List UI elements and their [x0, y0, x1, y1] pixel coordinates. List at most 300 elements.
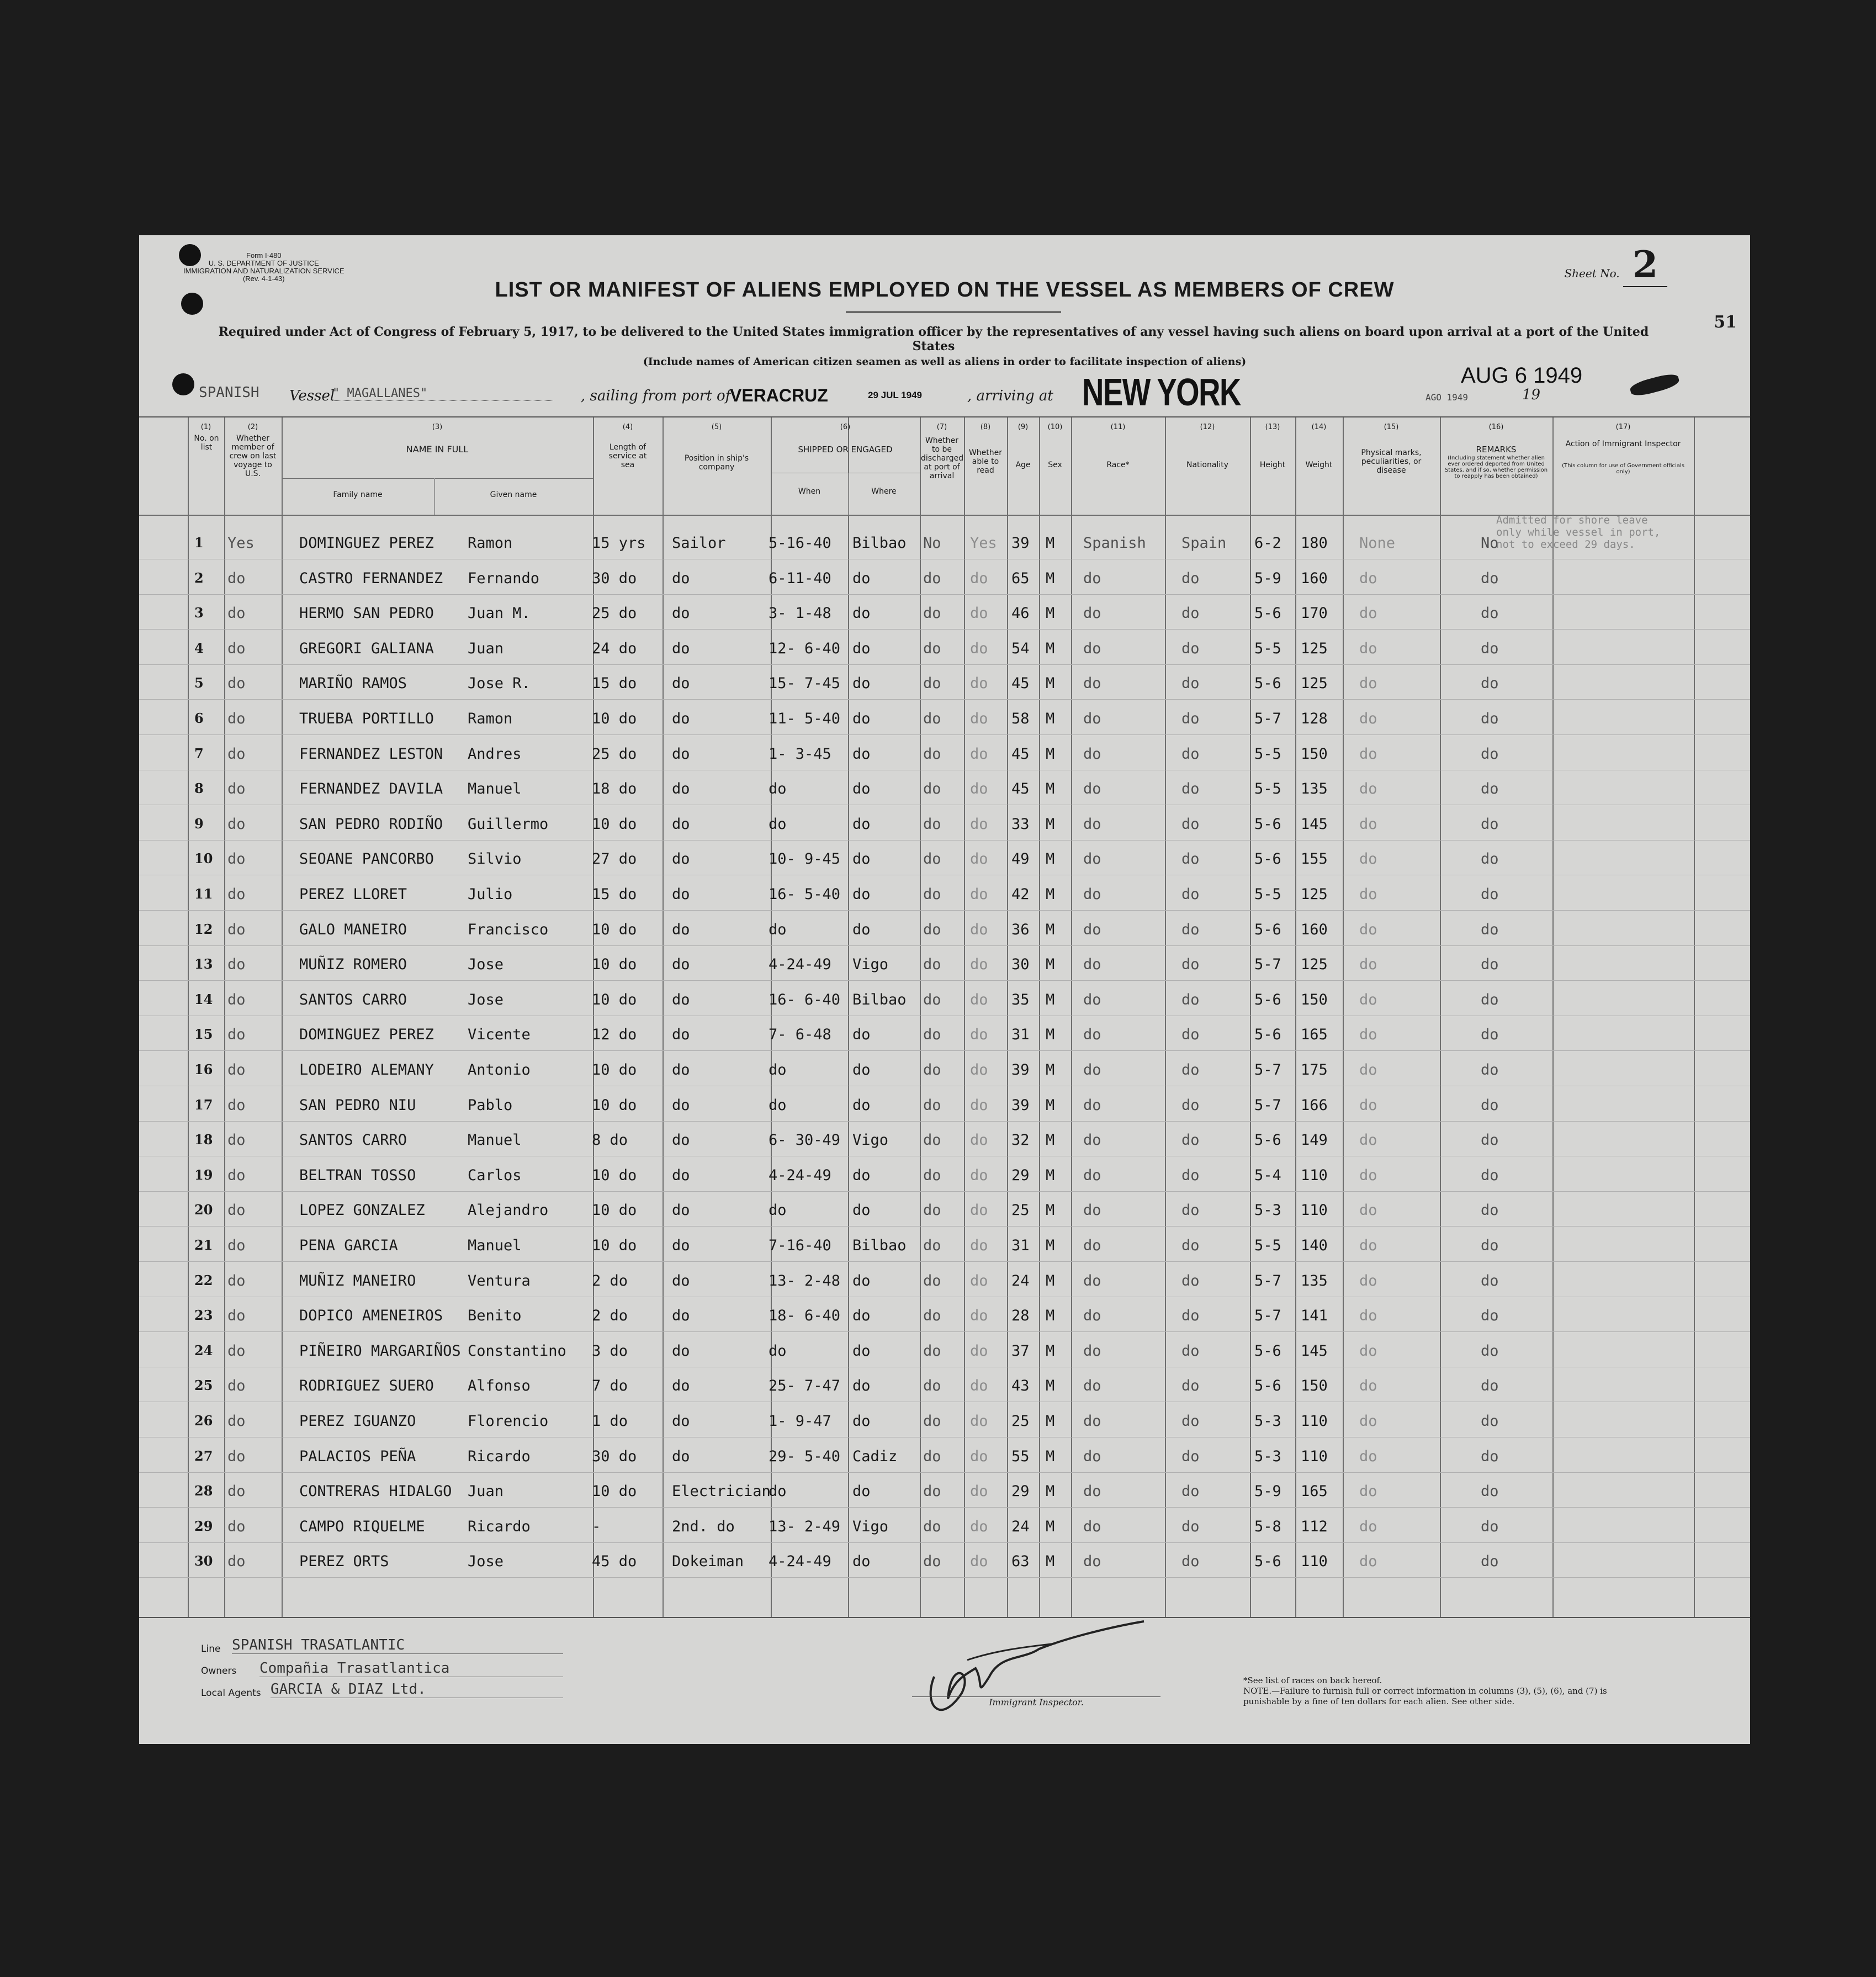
- cell-prev: do: [227, 1132, 246, 1149]
- cell-where: Vigo: [852, 1132, 889, 1149]
- required-statement: Required under Act of Congress of February 5, 1917, to be delivered to the United States immigration officer by the representatives of any vessel having such aliens on board upon arrival at a port of the United States: [218, 325, 1649, 353]
- header-name-in-full: NAME IN FULL: [406, 444, 469, 454]
- cell-position: do: [672, 1166, 690, 1184]
- cell-remarks: do: [1481, 1061, 1499, 1079]
- cell-given: Juan M.: [468, 605, 531, 622]
- cell-weight: 160: [1301, 569, 1328, 587]
- header-when: When: [798, 487, 821, 496]
- cell-disch: do: [923, 1342, 941, 1360]
- cell-nat: do: [1181, 605, 1200, 622]
- cell-nat: do: [1181, 1237, 1200, 1254]
- cell-service: 27 do: [592, 850, 637, 868]
- cell-height: 5-6: [1254, 1026, 1281, 1044]
- row-rule: [139, 699, 1750, 700]
- row-rule: [139, 1261, 1750, 1262]
- cell-no: 21: [194, 1237, 213, 1253]
- cell-remarks: do: [1481, 815, 1499, 833]
- cell-when: 7- 6-48: [769, 1026, 831, 1044]
- cell-weight: 135: [1301, 1272, 1328, 1289]
- cell-when: do: [769, 1061, 787, 1079]
- cell-where: do: [852, 780, 871, 798]
- row-rule: [139, 629, 1750, 630]
- cell-height: 5-6: [1254, 1132, 1281, 1149]
- cell-position: Electrician: [672, 1483, 771, 1500]
- table-row: [139, 808, 1750, 842]
- cell-family: LODEIRO ALEMANY: [299, 1061, 434, 1079]
- cell-read: do: [970, 569, 988, 587]
- cell-sex: M: [1046, 991, 1055, 1008]
- cell-position: do: [672, 639, 690, 657]
- cell-read: do: [970, 745, 988, 763]
- cell-race: do: [1083, 1026, 1101, 1044]
- cell-family: SAN PEDRO RODIÑO: [299, 815, 443, 833]
- cell-weight: 141: [1301, 1307, 1328, 1325]
- header-weight: Weight: [1305, 461, 1333, 469]
- cell-prev: do: [227, 569, 246, 587]
- department: U. S. DEPARTMENT OF JUSTICE: [208, 259, 319, 267]
- table-row: [139, 984, 1750, 1018]
- header-remarks: REMARKS: [1476, 445, 1517, 454]
- cell-family: TRUEBA PORTILLO: [299, 710, 434, 727]
- table-row: [139, 1194, 1750, 1228]
- cell-prev: do: [227, 1026, 246, 1044]
- cell-weight: 110: [1301, 1166, 1328, 1184]
- cell-weight: 150: [1301, 745, 1328, 763]
- cell-sex: M: [1046, 1447, 1055, 1465]
- cell-position: do: [672, 991, 690, 1008]
- cell-race: do: [1083, 605, 1101, 622]
- cell-family: GALO MANEIRO: [299, 921, 407, 938]
- cell-given: Silvio: [468, 850, 522, 868]
- cell-given: Constantino: [468, 1342, 566, 1360]
- cell-no: 10: [194, 850, 213, 867]
- cell-race: do: [1083, 1413, 1101, 1430]
- cell-disch: do: [923, 780, 941, 798]
- cell-no: 11: [194, 886, 213, 902]
- row-rule: [139, 1191, 1750, 1192]
- cell-nat: do: [1181, 1202, 1200, 1219]
- cell-age: 25: [1011, 1202, 1030, 1219]
- cell-service: 3 do: [592, 1342, 628, 1360]
- cell-read: do: [970, 639, 988, 657]
- row-rule: [139, 1577, 1750, 1578]
- cell-position: do: [672, 1026, 690, 1044]
- cell-sex: M: [1046, 1061, 1055, 1079]
- cell-family: CAMPO RIQUELME: [299, 1518, 425, 1535]
- cell-when: 6-11-40: [769, 569, 831, 587]
- cell-no: 16: [194, 1061, 213, 1077]
- cell-remarks: do: [1481, 1272, 1499, 1289]
- cell-sex: M: [1046, 535, 1055, 552]
- cell-given: Francisco: [468, 921, 549, 938]
- cell-read: do: [970, 886, 988, 903]
- form-number: Form I-480: [246, 251, 282, 260]
- cell-prev: do: [227, 710, 246, 727]
- cell-height: 5-5: [1254, 1237, 1281, 1254]
- cell-weight: 110: [1301, 1202, 1328, 1219]
- cell-marks: do: [1359, 921, 1377, 938]
- header-no-on-list: No. on list: [194, 434, 219, 452]
- col-num-6: (6): [840, 423, 851, 431]
- header-where: Where: [871, 487, 897, 496]
- cell-weight: 145: [1301, 815, 1328, 833]
- cell-age: 46: [1011, 605, 1030, 622]
- cell-prev: do: [227, 1553, 246, 1571]
- table-row: [139, 738, 1750, 772]
- cell-no: 22: [194, 1272, 213, 1288]
- header-age: Age: [1015, 461, 1031, 469]
- cell-marks: do: [1359, 1553, 1377, 1571]
- cell-nat: do: [1181, 1061, 1200, 1079]
- cell-weight: 166: [1301, 1096, 1328, 1114]
- cell-service: 10 do: [592, 1096, 637, 1114]
- table-row: [139, 1299, 1750, 1334]
- cell-sex: M: [1046, 815, 1055, 833]
- cell-age: 55: [1011, 1447, 1030, 1465]
- cell-race: do: [1083, 1377, 1101, 1395]
- cell-height: 5-9: [1254, 1483, 1281, 1500]
- cell-read: do: [970, 1166, 988, 1184]
- cell-race: do: [1083, 1447, 1101, 1465]
- cell-disch: do: [923, 956, 941, 974]
- cell-when: do: [769, 921, 787, 938]
- cell-prev: do: [227, 605, 246, 622]
- cell-prev: do: [227, 1413, 246, 1430]
- col-num-5: (5): [711, 423, 722, 431]
- cell-service: 25 do: [592, 745, 637, 763]
- cell-race: do: [1083, 1132, 1101, 1149]
- cell-given: Jose: [468, 956, 504, 974]
- cell-no: 6: [194, 710, 204, 726]
- cell-family: DOPICO AMENEIROS: [299, 1307, 443, 1325]
- cell-disch: do: [923, 1061, 941, 1079]
- cell-race: do: [1083, 1483, 1101, 1500]
- cell-prev: do: [227, 1518, 246, 1535]
- cell-prev: do: [227, 1342, 246, 1360]
- cell-age: 49: [1011, 850, 1030, 868]
- cell-race: do: [1083, 1272, 1101, 1289]
- cell-given: Vicente: [468, 1026, 531, 1044]
- cell-marks: do: [1359, 1377, 1377, 1395]
- cell-remarks: do: [1481, 850, 1499, 868]
- cell-service: 30 do: [592, 1447, 637, 1465]
- cell-position: do: [672, 1413, 690, 1430]
- row-rule: [139, 910, 1750, 911]
- cell-race: do: [1083, 1342, 1101, 1360]
- inspector-label: Immigrant Inspector.: [912, 1696, 1160, 1708]
- cell-service: 10 do: [592, 1202, 637, 1219]
- table-row: [139, 1054, 1750, 1088]
- cell-race: do: [1083, 639, 1101, 657]
- row-rule: [139, 664, 1750, 665]
- cell-read: do: [970, 1518, 988, 1535]
- vessel-name: " MAGALLANES": [332, 387, 553, 401]
- cell-read: do: [970, 1447, 988, 1465]
- cell-when: do: [769, 1483, 787, 1500]
- row-rule: [139, 1050, 1750, 1051]
- cell-race: do: [1083, 921, 1101, 938]
- cell-where: do: [852, 569, 871, 587]
- cell-remarks: do: [1481, 921, 1499, 938]
- cell-marks: do: [1359, 991, 1377, 1008]
- cell-no: 17: [194, 1096, 213, 1113]
- cell-read: do: [970, 675, 988, 693]
- table-row: [139, 1475, 1750, 1509]
- cell-where: do: [852, 815, 871, 833]
- cell-height: 5-7: [1254, 1307, 1281, 1325]
- cell-nat: do: [1181, 886, 1200, 903]
- cell-remarks: do: [1481, 956, 1499, 974]
- sailing-date: 29 JUL 1949: [868, 390, 922, 400]
- cell-marks: do: [1359, 850, 1377, 868]
- cell-given: Carlos: [468, 1166, 522, 1184]
- cell-prev: do: [227, 850, 246, 868]
- table-row: [139, 562, 1750, 596]
- cell-given: Jose R.: [468, 675, 531, 693]
- col-num-11: (11): [1110, 423, 1126, 431]
- cell-height: 5-6: [1254, 850, 1281, 868]
- cell-height: 5-5: [1254, 886, 1281, 903]
- cell-no: 14: [194, 991, 213, 1007]
- cell-nat: do: [1181, 991, 1200, 1008]
- cell-where: do: [852, 1061, 871, 1079]
- cell-marks: do: [1359, 1026, 1377, 1044]
- cell-given: Juan: [468, 1483, 504, 1500]
- cell-disch: do: [923, 1307, 941, 1325]
- cell-family: MARIÑO RAMOS: [299, 675, 407, 693]
- cell-sex: M: [1046, 1518, 1055, 1535]
- cell-position: do: [672, 921, 690, 938]
- cell-height: 5-6: [1254, 605, 1281, 622]
- cell-age: 54: [1011, 639, 1030, 657]
- cell-where: Vigo: [852, 1518, 889, 1535]
- cell-family: PALACIOS PEÑA: [299, 1447, 416, 1465]
- cell-when: 13- 2-49: [769, 1518, 841, 1535]
- cell-service: 12 do: [592, 1026, 637, 1044]
- cell-when: 18- 6-40: [769, 1307, 841, 1325]
- cell-sex: M: [1046, 1377, 1055, 1395]
- cell-read: do: [970, 710, 988, 727]
- cell-service: 30 do: [592, 569, 637, 587]
- header-crew-last-voyage: Whether member of crew on last voyage to U.S.: [229, 434, 277, 478]
- cell-race: do: [1083, 886, 1101, 903]
- cell-marks: do: [1359, 956, 1377, 974]
- cell-family: SEOANE PANCORBO: [299, 850, 434, 868]
- cell-when: 1- 9-47: [769, 1413, 831, 1430]
- cell-service: 2 do: [592, 1307, 628, 1325]
- table-row: [139, 702, 1750, 737]
- cell-weight: 112: [1301, 1518, 1328, 1535]
- cell-nat: do: [1181, 1342, 1200, 1360]
- cell-remarks: do: [1481, 1237, 1499, 1254]
- cell-given: Antonio: [468, 1061, 531, 1079]
- cell-sex: M: [1046, 675, 1055, 693]
- cell-disch: do: [923, 605, 941, 622]
- cell-given: Guillermo: [468, 815, 549, 833]
- cell-weight: 175: [1301, 1061, 1328, 1079]
- cell-age: 29: [1011, 1166, 1030, 1184]
- cell-race: do: [1083, 1202, 1101, 1219]
- cell-where: do: [852, 675, 871, 693]
- cell-age: 31: [1011, 1237, 1030, 1254]
- cell-race: do: [1083, 1061, 1101, 1079]
- cell-service: 18 do: [592, 780, 637, 798]
- cell-race: do: [1083, 956, 1101, 974]
- cell-age: 58: [1011, 710, 1030, 727]
- cell-position: do: [672, 1132, 690, 1149]
- cell-service: 10 do: [592, 991, 637, 1008]
- cell-position: do: [672, 780, 690, 798]
- cell-when: 16- 6-40: [769, 991, 841, 1008]
- cell-height: 5-6: [1254, 1377, 1281, 1395]
- cell-where: do: [852, 1307, 871, 1325]
- cell-marks: do: [1359, 710, 1377, 727]
- cell-age: 35: [1011, 991, 1030, 1008]
- cell-race: Spanish: [1083, 535, 1146, 552]
- cell-family: HERMO SAN PEDRO: [299, 605, 434, 622]
- cell-age: 28: [1011, 1307, 1030, 1325]
- cell-weight: 140: [1301, 1237, 1328, 1254]
- cell-marks: do: [1359, 1307, 1377, 1325]
- cell-where: do: [852, 1342, 871, 1360]
- cell-position: do: [672, 956, 690, 974]
- header-remarks-note: (Including statement whether alien ever ordered deported from United States, and if so, whether permission to reapply has been obtained): [1444, 455, 1548, 479]
- cell-position: do: [672, 675, 690, 693]
- cell-where: do: [852, 921, 871, 938]
- cell-given: Ramon: [468, 710, 513, 727]
- cell-nat: do: [1181, 1132, 1200, 1149]
- cell-service: 15 yrs: [592, 535, 646, 552]
- cell-nat: do: [1181, 921, 1200, 938]
- cell-marks: do: [1359, 1132, 1377, 1149]
- cell-position: do: [672, 1377, 690, 1395]
- cell-where: do: [852, 745, 871, 763]
- cell-no: 26: [194, 1413, 213, 1429]
- cell-disch: do: [923, 991, 941, 1008]
- cell-family: PENA GARCIA: [299, 1237, 398, 1254]
- crew-table: [139, 416, 1750, 1618]
- fine-note: NOTE.—Failure to furnish full or correct information in columns (3), (5), (6), and (7) is punishable by a fine of ten dollars for each alien. See other side.: [1243, 1686, 1607, 1706]
- race-note: *See list of races on back hereof.: [1243, 1675, 1382, 1685]
- cell-no: 18: [194, 1132, 213, 1148]
- cell-remarks: do: [1481, 886, 1499, 903]
- cell-given: Andres: [468, 745, 522, 763]
- cell-read: do: [970, 780, 988, 798]
- cell-sex: M: [1046, 1132, 1055, 1149]
- revision: (Rev. 4-1-43): [242, 274, 285, 283]
- cell-weight: 160: [1301, 921, 1328, 938]
- cell-when: 13- 2-48: [769, 1272, 841, 1289]
- cell-family: PEREZ LLORET: [299, 886, 407, 903]
- cell-position: do: [672, 745, 690, 763]
- row-rule: [139, 840, 1750, 841]
- cell-family: GREGORI GALIANA: [299, 639, 434, 657]
- cell-age: 43: [1011, 1377, 1030, 1395]
- cell-when: 11- 5-40: [769, 710, 841, 727]
- manifest-sheet: [139, 235, 1750, 1744]
- agents-value: GARCIA & DIAZ Ltd.: [271, 1681, 563, 1698]
- table-row: [139, 1510, 1750, 1545]
- cell-service: 45 do: [592, 1553, 637, 1571]
- cell-height: 5-6: [1254, 815, 1281, 833]
- cell-nat: do: [1181, 1483, 1200, 1500]
- cell-disch: do: [923, 850, 941, 868]
- cell-age: 45: [1011, 745, 1030, 763]
- cell-weight: 110: [1301, 1447, 1328, 1465]
- cell-sex: M: [1046, 710, 1055, 727]
- cell-given: Ricardo: [468, 1518, 531, 1535]
- cell-given: Manuel: [468, 1132, 522, 1149]
- cell-where: Vigo: [852, 956, 889, 974]
- cell-service: 2 do: [592, 1272, 628, 1289]
- table-row: [139, 1545, 1750, 1579]
- col-num-4: (4): [622, 423, 633, 431]
- col-num-2: (2): [247, 423, 258, 431]
- line-value: SPANISH TRASATLANTIC: [232, 1637, 563, 1654]
- cell-family: DOMINGUEZ PEREZ: [299, 1026, 434, 1044]
- arrival-date-stamp: AUG 6 1949: [1461, 363, 1583, 388]
- cell-family: PIÑEIRO MARGARIÑOS: [299, 1342, 461, 1360]
- cell-where: do: [852, 710, 871, 727]
- cell-marks: do: [1359, 815, 1377, 833]
- cell-height: 5-7: [1254, 956, 1281, 974]
- cell-given: Benito: [468, 1307, 522, 1325]
- cell-prev: do: [227, 991, 246, 1008]
- cell-prev: do: [227, 1202, 246, 1219]
- cell-position: Dokeiman: [672, 1553, 744, 1571]
- cell-race: do: [1083, 780, 1101, 798]
- vessel-line: [139, 363, 1750, 414]
- cell-age: 25: [1011, 1413, 1030, 1430]
- cell-weight: 155: [1301, 850, 1328, 868]
- cell-read: do: [970, 1483, 988, 1500]
- cell-sex: M: [1046, 569, 1055, 587]
- cell-where: do: [852, 1026, 871, 1044]
- cell-marks: do: [1359, 745, 1377, 763]
- cell-weight: 150: [1301, 991, 1328, 1008]
- cell-remarks: do: [1481, 1166, 1499, 1184]
- col-num-16: (16): [1488, 423, 1504, 431]
- cell-nat: do: [1181, 1413, 1200, 1430]
- table-row: [139, 667, 1750, 701]
- ink-blot: [1629, 372, 1681, 398]
- cell-prev: do: [227, 1307, 246, 1325]
- cell-age: 24: [1011, 1272, 1030, 1289]
- cell-nat: do: [1181, 1307, 1200, 1325]
- cell-when: do: [769, 780, 787, 798]
- cell-sex: M: [1046, 1553, 1055, 1571]
- page-title: LIST OR MANIFEST OF ALIENS EMPLOYED ON THE VESSEL AS MEMBERS OF CREW: [495, 278, 1395, 302]
- sailing-label: , sailing from port of: [581, 388, 731, 404]
- arriving-label: , arriving at: [967, 388, 1053, 404]
- cell-prev: do: [227, 1483, 246, 1500]
- table-row: [139, 1440, 1750, 1474]
- cell-age: 37: [1011, 1342, 1030, 1360]
- cell-position: do: [672, 815, 690, 833]
- cell-given: Fernando: [468, 569, 540, 587]
- cell-family: RODRIGUEZ SUERO: [299, 1377, 434, 1395]
- cell-given: Ricardo: [468, 1447, 531, 1465]
- cell-service: 10 do: [592, 1483, 637, 1500]
- cell-height: 5-5: [1254, 780, 1281, 798]
- col-num-13: (13): [1265, 423, 1280, 431]
- cell-race: do: [1083, 850, 1101, 868]
- cell-nat: do: [1181, 569, 1200, 587]
- cell-sex: M: [1046, 1237, 1055, 1254]
- cell-no: 3: [194, 605, 204, 621]
- cell-height: 5-6: [1254, 675, 1281, 693]
- cell-prev: do: [227, 921, 246, 938]
